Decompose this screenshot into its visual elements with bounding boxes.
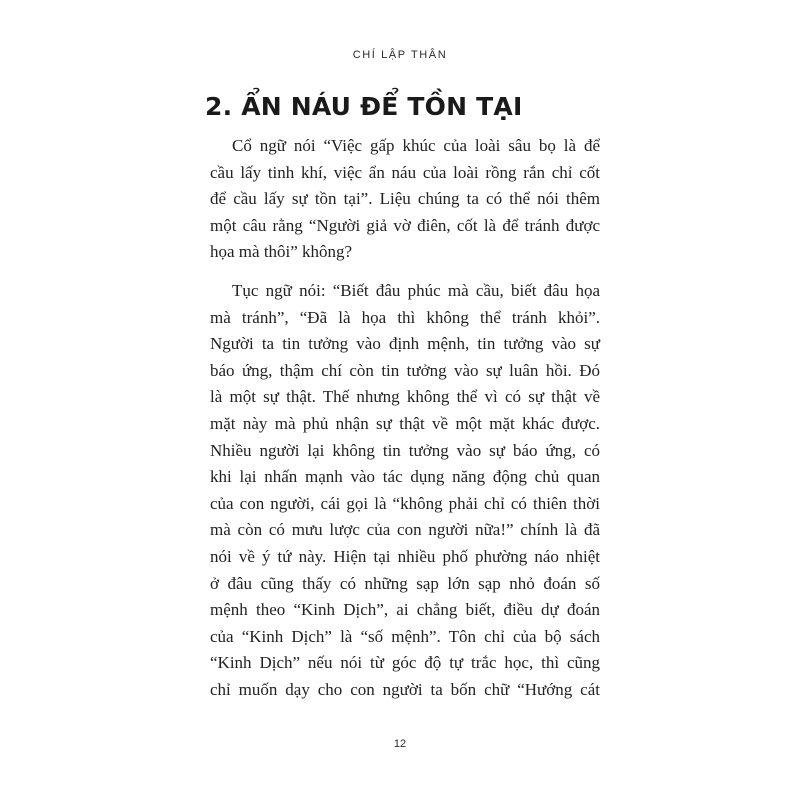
- text-line: mặt này mà phủ nhận sự thật về một mặt khác được.: [210, 413, 600, 433]
- text-line: là một sự thật. Thế nhưng không thể vì có sự thật về: [210, 387, 600, 407]
- text-line: nói về ý tứ này. Hiện tại nhiều phố phường náo nhiệt: [210, 546, 600, 566]
- text-line: Tục ngữ nói: “Biết đâu phúc mà cầu, biết đâu họa: [232, 280, 600, 300]
- text-line: họa mà thôi” không?: [210, 242, 353, 262]
- text-line: “Kinh Dịch” nếu nói từ góc độ tự trắc học, thì cũng: [210, 653, 600, 673]
- text-line: mà tránh”, “Đã là họa thì không thể tránh khỏi”.: [210, 307, 600, 327]
- page-number: 12: [393, 738, 407, 750]
- text-line: một câu rằng “Người giả vờ điên, cốt là để tránh được: [210, 215, 600, 235]
- paragraph-2: [210, 278, 600, 704]
- paragraph-1: [210, 133, 600, 266]
- text-line: Người ta tin tưởng vào định mệnh, tin tưởng vào sự: [210, 334, 600, 354]
- text-line: khi lại nhấn mạnh vào tác dụng năng động chủ quan: [210, 467, 600, 487]
- text-line: mà còn có mưu lược của con người nữa!” chính là đã: [210, 520, 600, 540]
- running-header: CHÍ LẬP THÂN: [352, 49, 448, 61]
- body-text: [210, 133, 600, 703]
- text-line: chỉ muốn dạy cho con người ta bốn chữ “Hướng cát: [210, 679, 600, 699]
- text-line: mệnh theo “Kinh Dịch”, ai chẳng biết, điều dự đoán: [210, 600, 600, 620]
- text-line: của con người, cái gọi là “không phải chỉ có thiên thời: [210, 493, 600, 513]
- text-line: cầu lấy tinh khí, việc ẩn náu của loài rồng rắn chỉ cốt: [210, 162, 600, 182]
- text-line: ở đâu cũng thấy có những sạp lớn sạp nhỏ đoán số: [210, 573, 600, 593]
- chapter-title: 2. ẨN NÁU ĐỂ TỒN TẠI: [205, 92, 523, 121]
- text-line: Nhiều người lại không tin tưởng vào sự báo ứng, có: [210, 440, 600, 460]
- text-line: của “Kinh Dịch” là “số mệnh”. Tôn chỉ của bộ sách: [210, 626, 600, 646]
- text-line: để cầu lấy sự tồn tại”. Liệu chúng ta có thể nói thêm: [210, 189, 600, 209]
- text-line: Cổ ngữ nói “Việc gấp khúc của loài sâu bọ là để: [232, 136, 600, 155]
- text-line: báo ứng, thậm chí còn tin tưởng vào sự luân hồi. Đó: [210, 360, 600, 380]
- paragraph-gap: [210, 266, 600, 278]
